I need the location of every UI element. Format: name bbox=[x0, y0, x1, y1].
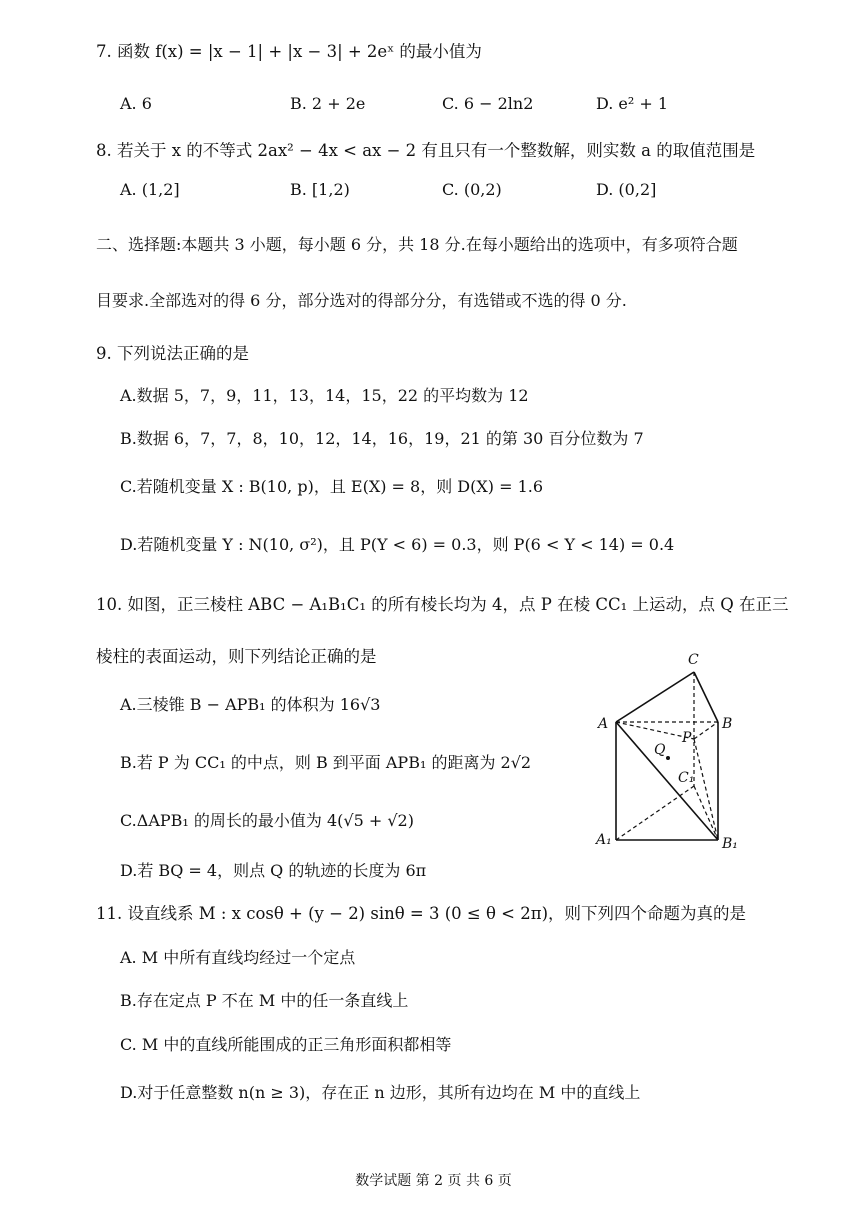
segment-AB1 bbox=[616, 722, 718, 840]
q7-stem: 7. 函数 f(x) = |x − 1| + |x − 3| + 2eˣ 的最小值为 bbox=[96, 42, 482, 61]
q11-option-b: B.存在定点 P 不在 M 中的任一条直线上 bbox=[120, 991, 409, 1010]
q11-option-c: C. M 中的直线所能围成的正三角形面积都相等 bbox=[120, 1035, 452, 1054]
label-C: C bbox=[688, 652, 699, 668]
q7-option-d: D. e² + 1 bbox=[596, 94, 669, 113]
q10-option-b: B.若 P 为 CC₁ 的中点，则 B 到平面 APB₁ 的距离为 2√2 bbox=[120, 753, 532, 772]
label-Q: Q bbox=[654, 742, 666, 758]
edge-C1B1 bbox=[694, 786, 718, 840]
segment-PB bbox=[694, 722, 718, 739]
point-Q bbox=[666, 756, 670, 760]
q7-option-a: A. 6 bbox=[120, 94, 152, 113]
edge-AC bbox=[616, 672, 694, 722]
q9-option-a: A.数据 5，7，9，11，13，14，15，22 的平均数为 12 bbox=[120, 386, 529, 405]
q10-option-c: C.ΔAPB₁ 的周长的最小值为 4(√5 + √2) bbox=[120, 811, 414, 830]
q8-option-b: B. [1,2) bbox=[290, 180, 350, 199]
page-footer: 数学试题 第 2 页 共 6 页 bbox=[355, 1173, 512, 1189]
q8-option-c: C. (0,2) bbox=[442, 180, 502, 199]
q10-option-d: D.若 BQ = 4，则点 Q 的轨迹的长度为 6π bbox=[120, 861, 427, 880]
q11-stem: 11. 设直线系 M : x cosθ + (y − 2) sinθ = 3 (0 ≤ θ < 2π)，则下列四个命题为真的是 bbox=[96, 904, 747, 923]
label-A: A bbox=[598, 716, 609, 732]
q10-option-a: A.三棱锥 B − APB₁ 的体积为 16√3 bbox=[120, 695, 381, 714]
q10-stem-line1: 10. 如图，正三棱柱 ABC − A₁B₁C₁ 的所有棱长均为 4，点 P 在棱 CC₁ 上运动，点 Q 在正三 bbox=[96, 595, 789, 614]
label-P: P bbox=[682, 730, 692, 746]
q9-stem: 9. 下列说法正确的是 bbox=[96, 344, 249, 363]
q8-option-d: D. (0,2] bbox=[596, 180, 657, 199]
edge-A1C1 bbox=[616, 786, 694, 840]
q8-option-a: A. (1,2] bbox=[120, 180, 180, 199]
segment-PB1 bbox=[694, 739, 718, 840]
prism-figure bbox=[588, 646, 768, 856]
label-B1: B₁ bbox=[722, 836, 738, 852]
q10-stem-line2: 棱柱的表面运动，则下列结论正确的是 bbox=[96, 647, 377, 666]
q9-option-d: D.若随机变量 Y : N(10, σ²)，且 P(Y < 6) = 0.3，则 P(6 < Y < 14) = 0.4 bbox=[120, 535, 675, 554]
q11-option-a: A. M 中所有直线均经过一个定点 bbox=[120, 948, 356, 967]
label-A1: A₁ bbox=[596, 832, 612, 848]
section2-instructions-line2: 目要求.全部选对的得 6 分，部分选对的得部分分，有选错或不选的得 0 分. bbox=[96, 291, 627, 310]
section2-instructions-line1: 二、选择题:本题共 3 小题，每小题 6 分，共 18 分.在每小题给出的选项中，有多项符合题 bbox=[96, 235, 738, 254]
q8-stem: 8. 若关于 x 的不等式 2ax² − 4x < ax − 2 有且只有一个整数解，则实数 a 的取值范围是 bbox=[96, 141, 756, 160]
label-C1: C₁ bbox=[678, 770, 695, 786]
q9-option-c: C.若随机变量 X : B(10, p)，且 E(X) = 8，则 D(X) = 1.6 bbox=[120, 477, 544, 496]
q7-option-c: C. 6 − 2ln2 bbox=[442, 94, 534, 113]
label-B: B bbox=[722, 716, 733, 732]
q11-option-d: D.对于任意整数 n(n ≥ 3)，存在正 n 边形，其所有边均在 M 中的直线上 bbox=[120, 1083, 641, 1102]
q7-option-b: B. 2 + 2e bbox=[290, 94, 366, 113]
q9-option-b: B.数据 6，7，7，8，10，12，14，16，19，21 的第 30 百分位数为 7 bbox=[120, 429, 644, 448]
edge-CB bbox=[694, 672, 718, 722]
